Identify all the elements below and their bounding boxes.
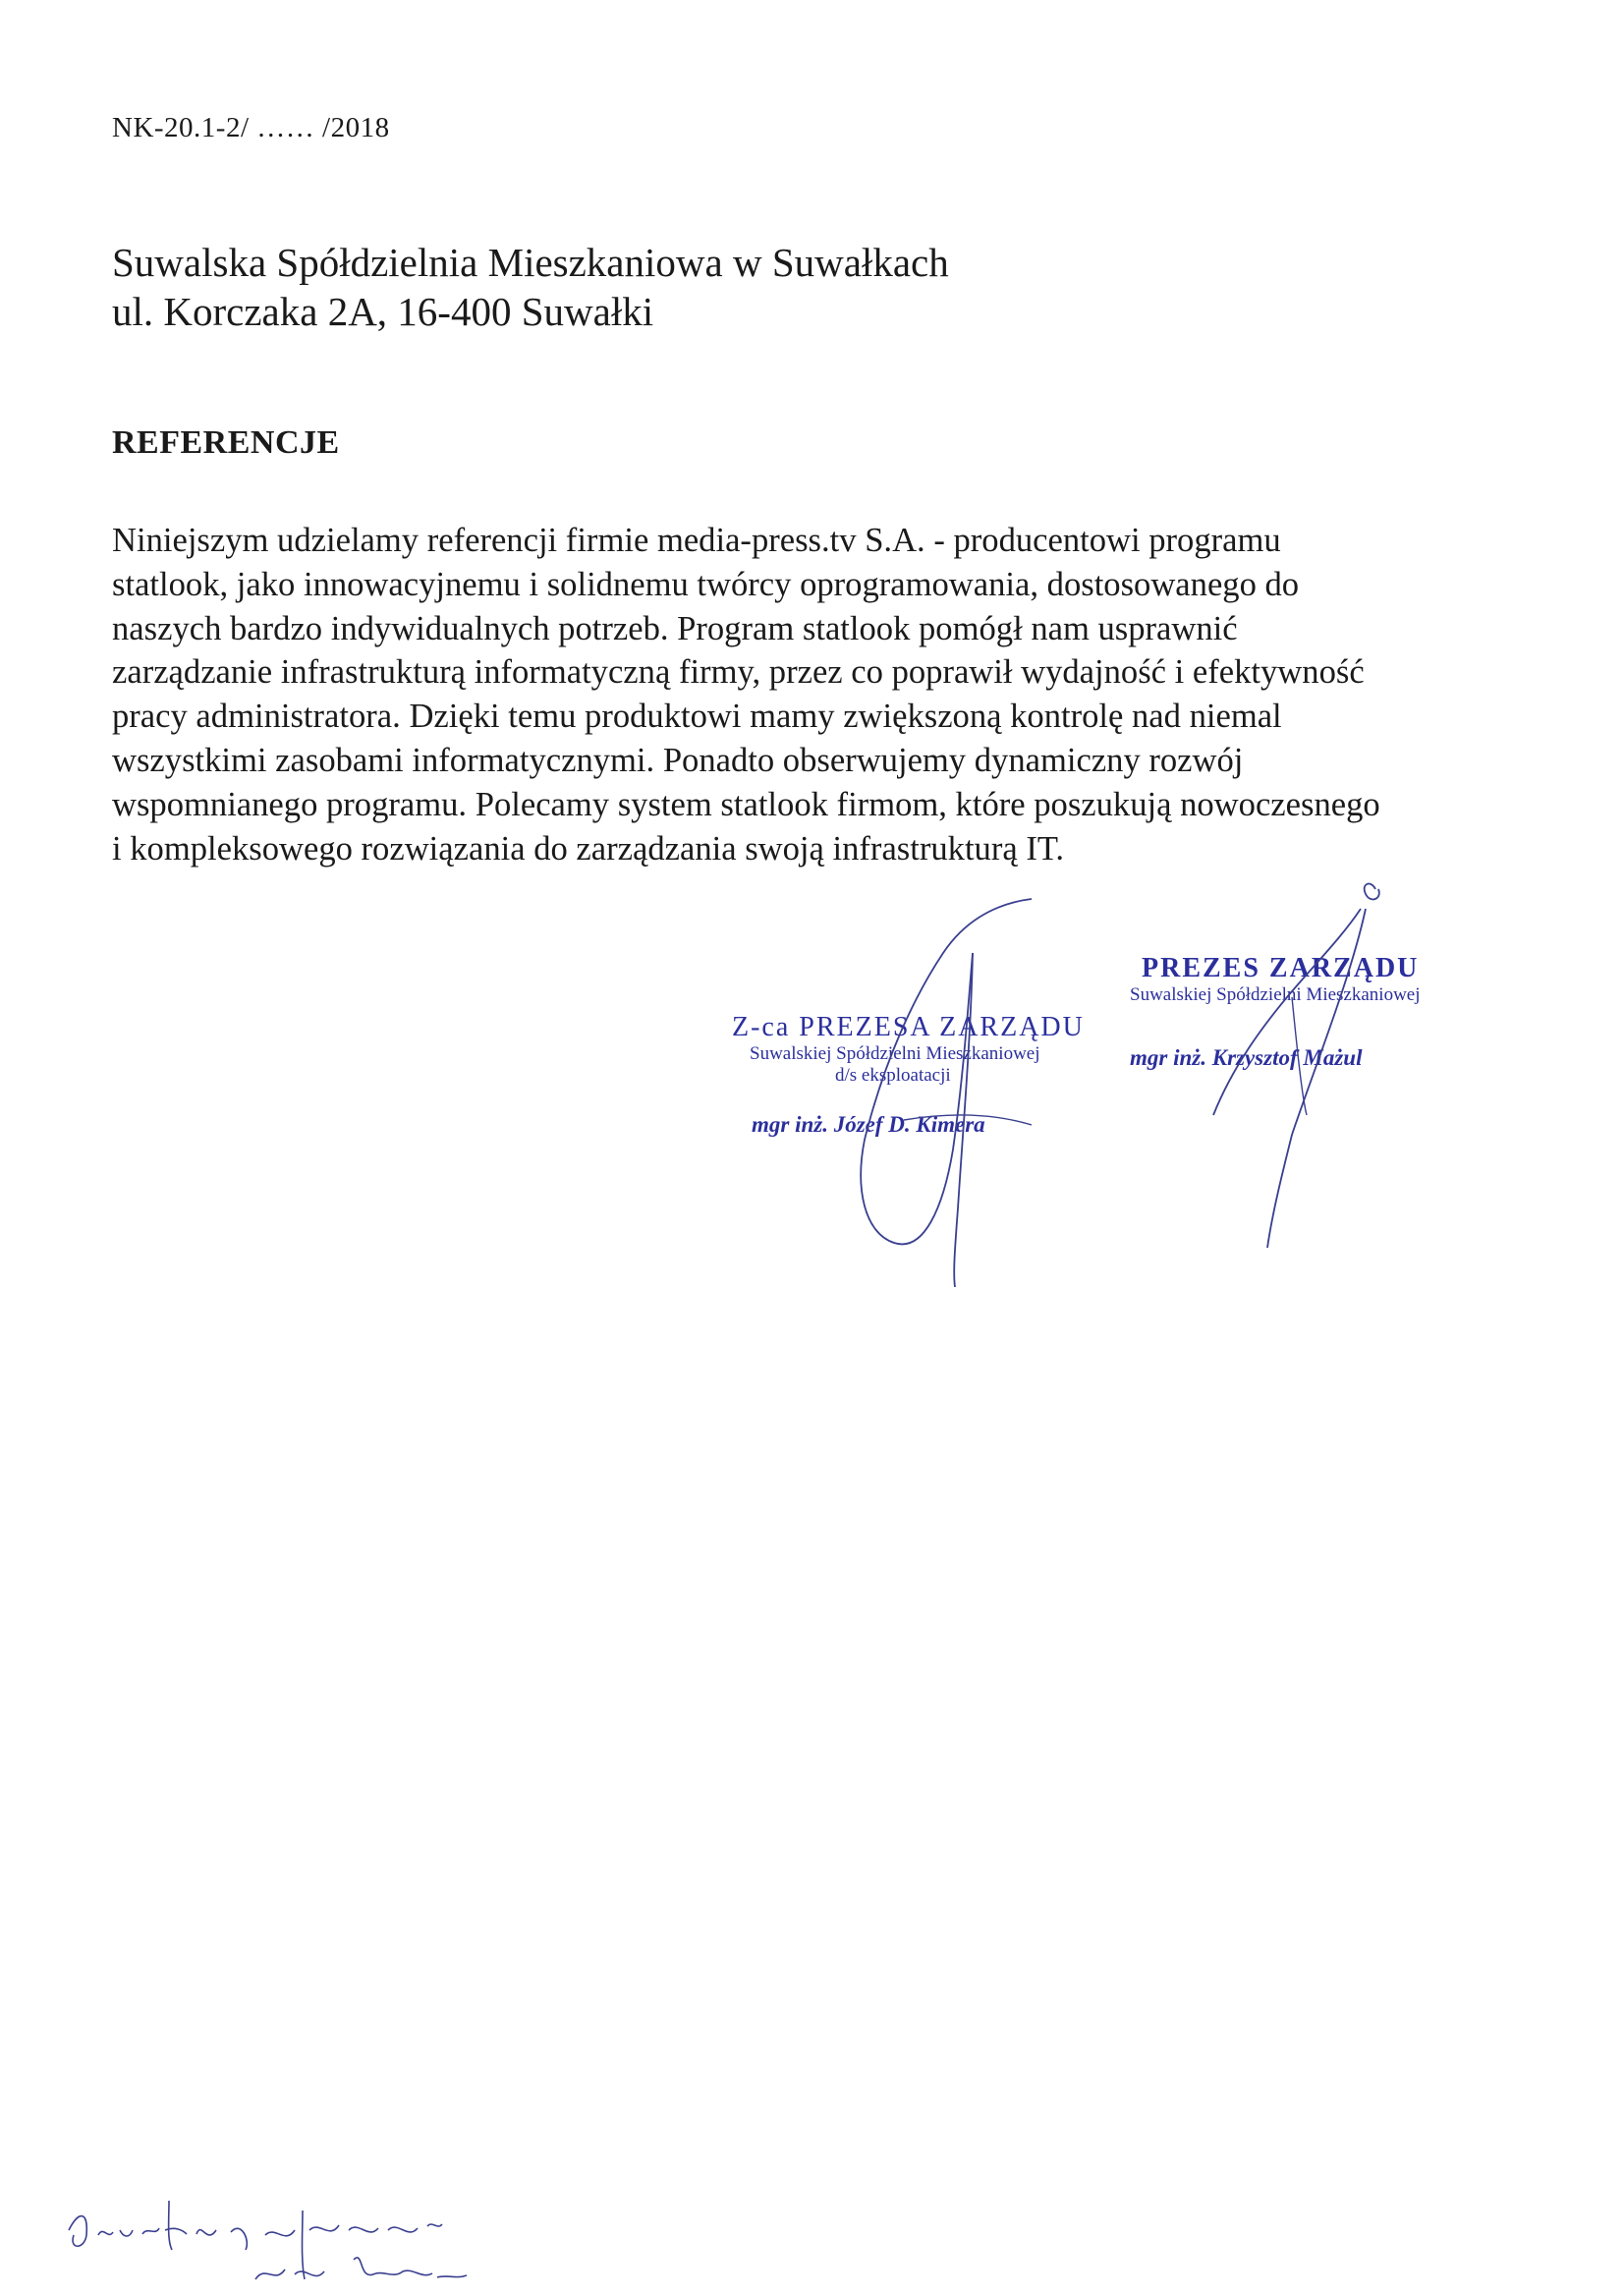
president-org: Suwalskiej Spółdzielni Mieszkaniowej bbox=[1130, 984, 1421, 1005]
vice-president-name: mgr inż. Józef D. Kimera bbox=[752, 1112, 985, 1137]
recipient-address: ul. Korczaka 2A, 16-400 Suwałki bbox=[112, 289, 654, 334]
vice-president-dept: d/s eksploatacji bbox=[835, 1065, 951, 1086]
body-line: Niniejszym udzielamy referencji firmie media-press.tv S.A. - producentowi programu bbox=[112, 522, 1281, 559]
body-line: pracy administratora. Dzięki temu produktowi mamy zwiększoną kontrolę nad niemal bbox=[112, 698, 1282, 736]
body-line: wszystkimi zasobami informatycznymi. Ponadto obserwujemy dynamiczny rozwój bbox=[112, 741, 1244, 779]
president-name: mgr inż. Krzysztof Mażul bbox=[1130, 1045, 1363, 1070]
handwritten-note-icon bbox=[59, 2191, 472, 2294]
body-line: statlook, jako innowacyjnemu i solidnemu twórcy oprogramowania, dostosowanego do bbox=[112, 565, 1300, 603]
reference-number: NK-20.1-2/ …… /2018 bbox=[112, 112, 390, 143]
vice-president-org: Suwalskiej Spółdzielni Mieszkaniowej bbox=[750, 1043, 1040, 1064]
reference-body bbox=[112, 519, 1527, 870]
recipient-block bbox=[112, 238, 949, 336]
vice-president-title: Z-ca PREZESA ZARZĄDU bbox=[732, 1012, 1085, 1042]
recipient-name: Suwalska Spółdzielnia Mieszkaniowa w Suwałkach bbox=[112, 240, 949, 285]
body-line: wspomnianego programu. Polecamy system statlook firmom, które poszukują nowoczesnego bbox=[112, 785, 1380, 823]
president-title: PREZES ZARZĄDU bbox=[1142, 953, 1420, 983]
body-line: naszych bardzo indywidualnych potrzeb. Program statlook pomógł nam usprawnić bbox=[112, 609, 1238, 647]
body-line: i kompleksowego rozwiązania do zarządzania swoją infrastrukturą IT. bbox=[112, 829, 1065, 868]
body-line: zarządzanie infrastrukturą informatyczną firmy, przez co poprawił wydajność i efektywność bbox=[112, 653, 1365, 692]
document-heading: REFERENCJE bbox=[112, 424, 340, 461]
signature-left-icon bbox=[845, 894, 1041, 1287]
signature-right-icon bbox=[1194, 879, 1410, 1253]
